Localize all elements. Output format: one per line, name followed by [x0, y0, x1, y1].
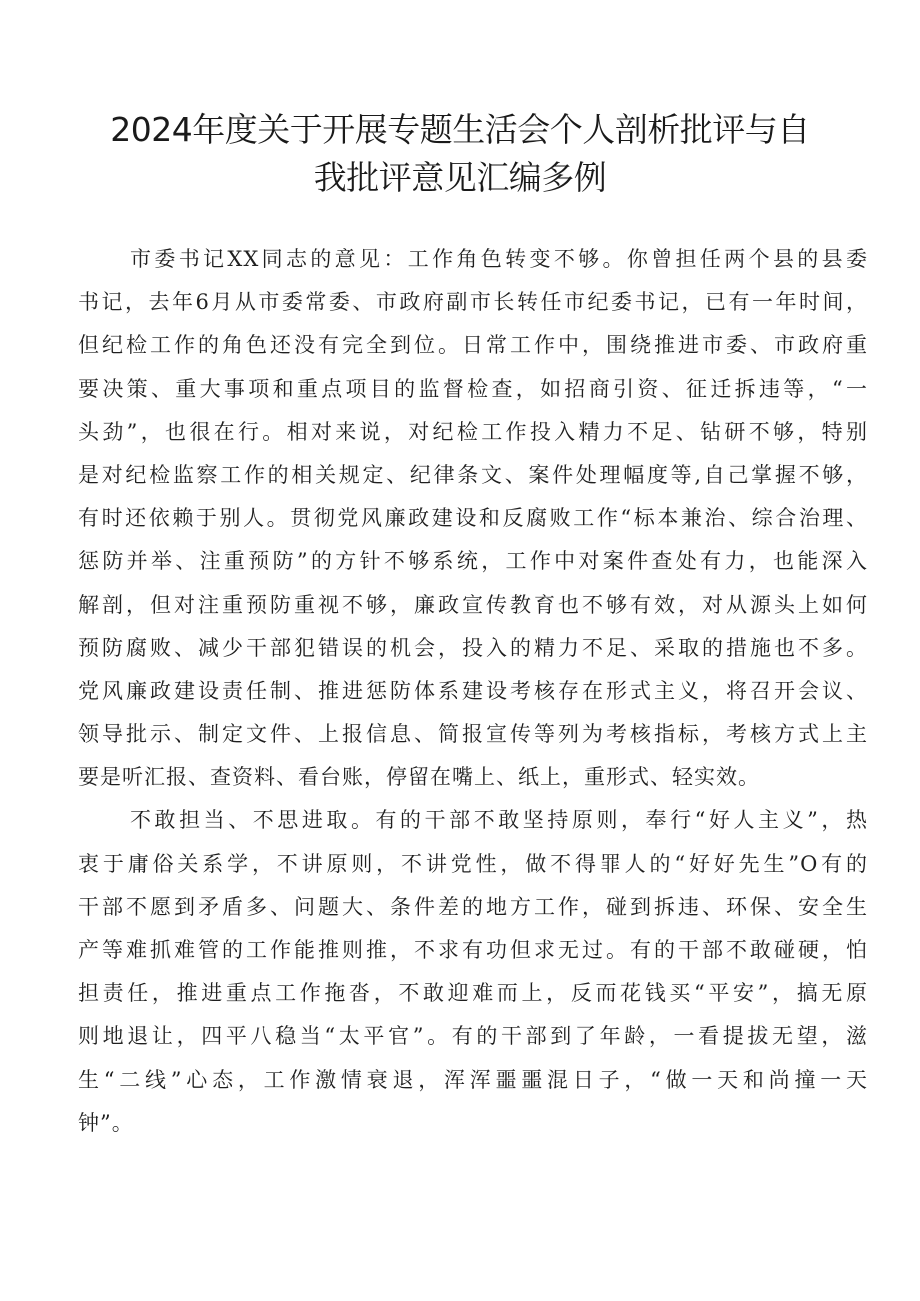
paragraph-line: 担责任，推进重点工作拖沓，不敢迎难而上，反而花钱买“平安”，搞无原 [78, 981, 868, 1006]
paragraph-line: 是对纪检监察工作的相关规定、纪律条文、案件处理幅度等,自己掌握不够， [78, 462, 868, 487]
document-title [90, 106, 830, 202]
document-body [78, 238, 868, 1145]
paragraph-line: 不敢担当、不思进取。有的干部不敢坚持原则，奉行“好人主义”，热 [130, 808, 868, 833]
title-line-1: 2024年度关于开展专题生活会个人剖析批评与自 [110, 110, 810, 149]
paragraph-line: 解剖，但对注重预防重视不够，廉政宣传教育也不够有效，对从源头上如何 [78, 592, 868, 617]
paragraph-line: 要是听汇报、查资料、看台账，停留在嘴上、纸上，重形式、轻实效。 [78, 765, 760, 790]
title-line-2: 我批评意见汇编多例 [313, 158, 607, 197]
paragraph-line: 干部不愿到矛盾多、问题大、条件差的地方工作，碰到拆违、环保、安全生 [78, 894, 868, 919]
paragraph-line: 产等难抓难管的工作能推则推，不求有功但求无过。有的干部不敢碰硬，怕 [78, 938, 868, 962]
paragraph-line: 生“二线”心态，工作激情衰退，浑浑噩噩混日子，“做一天和尚撞一天 [78, 1067, 868, 1092]
paragraph-line: 书记，去年6月从市委常委、市政府副市长转任市纪委书记，已有一年时间， [78, 290, 868, 315]
paragraph-line: 有时还依赖于别人。贯彻党风廉政建设和反腐败工作“标本兼治、综合治理、 [78, 506, 868, 531]
paragraph-line: 要决策、重大事项和重点项目的监督检查，如招商引资、征迁拆违等，“一 [78, 376, 868, 401]
paragraph-line: 衷于庸俗关系学，不讲原则，不讲党性，做不得罪人的“好好先生”O有的 [78, 851, 868, 876]
paragraph-line: 领导批示、制定文件、上报信息、简报宣传等列为考核指标，考核方式上主 [78, 722, 868, 747]
paragraph-line: 但纪检工作的角色还没有完全到位。日常工作中，围绕推进市委、市政府重 [78, 333, 868, 358]
paragraph-line: 预防腐败、减少干部犯错误的机会，投入的精力不足、采取的措施也不多。 [78, 635, 868, 660]
paragraph-line: 钟”。 [78, 1110, 134, 1135]
paragraph-line: 市委书记XX同志的意见：工作角色转变不够。你曾担任两个县的县委 [130, 247, 868, 271]
paragraph-line: 惩防并举、注重预防”的方针不够系统，工作中对案件查处有力，也能深入 [78, 549, 868, 574]
paragraph-line: 党风廉政建设责任制、推进惩防体系建设考核存在形式主义，将召开会议、 [78, 678, 868, 703]
paragraph-line: 头劲”，也很在行。相对来说，对纪检工作投入精力不足、钻研不够，特别 [78, 419, 868, 444]
paragraph-1 [78, 238, 868, 799]
paragraph-line: 则地退让，四平八稳当“太平官”。有的干部到了年龄，一看提拔无望，滋 [78, 1024, 868, 1049]
paragraph-2 [78, 799, 868, 1145]
